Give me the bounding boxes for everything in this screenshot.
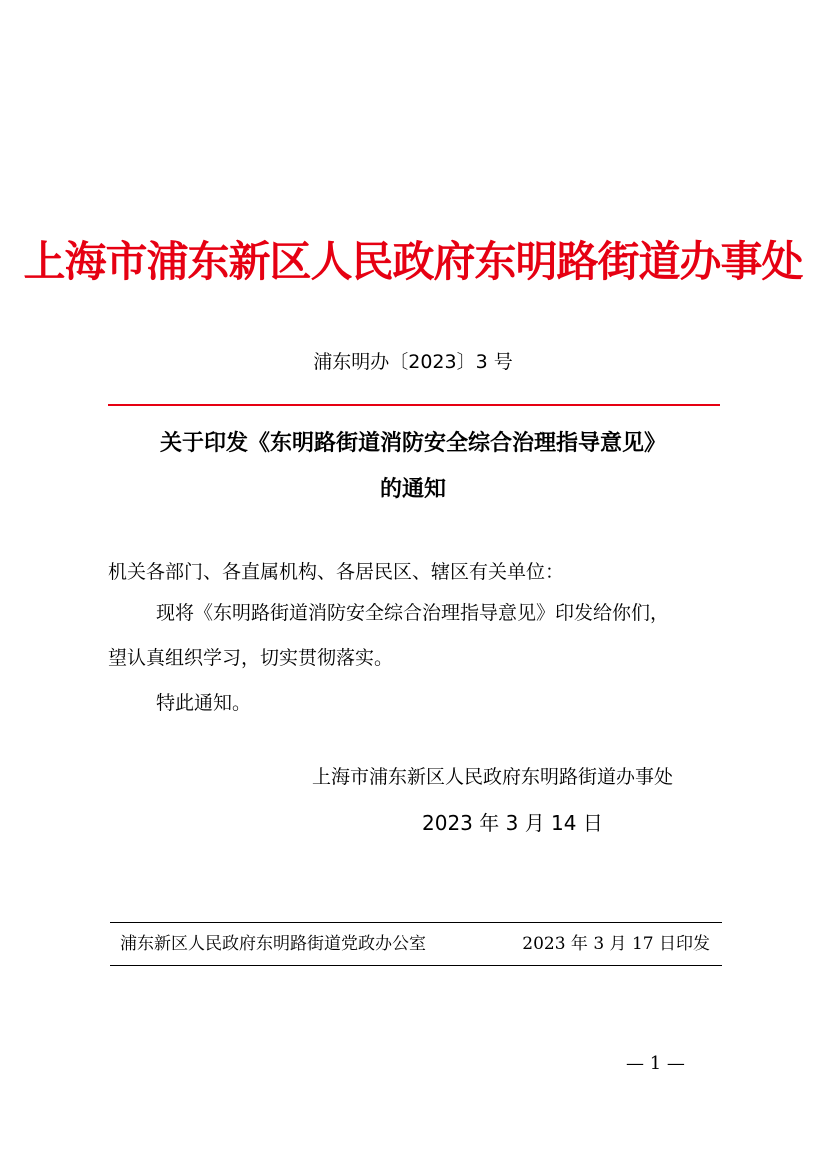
- document-title-line-2: 的通知: [379, 477, 446, 502]
- red-separator-line: [108, 404, 720, 406]
- document-title-line-1: 关于印发《东明路街道消防安全综合治理指导意见》: [159, 431, 666, 456]
- document-number: 浦东明办〔2023〕3 号: [313, 351, 513, 373]
- signature-date: 2023 年 3 月 14 日: [422, 811, 603, 835]
- page-number: — 1 —: [626, 1053, 685, 1074]
- footer-printing-office: 浦东新区人民政府东明路街道党政办公室: [120, 934, 426, 954]
- closing-remark: 特此通知。: [156, 692, 252, 714]
- signature-organization: 上海市浦东新区人民政府东明路街道办事处: [312, 766, 674, 788]
- body-paragraph-line-2: 望认真组织学习，切实贯彻落实。: [108, 647, 394, 669]
- issuer-masthead: 上海市浦东新区人民政府东明路街道办事处: [23, 237, 803, 286]
- footer-print-date: 2023 年 3 月 17 日印发: [522, 934, 710, 954]
- salutation: 机关各部门、各直属机构、各居民区、辖区有关单位：: [108, 561, 565, 583]
- footer-bottom-rule: [110, 965, 722, 966]
- body-paragraph-line-1: 现将《东明路街道消防安全综合治理指导意见》印发给你们，: [156, 602, 670, 624]
- footer-top-rule: [110, 922, 722, 923]
